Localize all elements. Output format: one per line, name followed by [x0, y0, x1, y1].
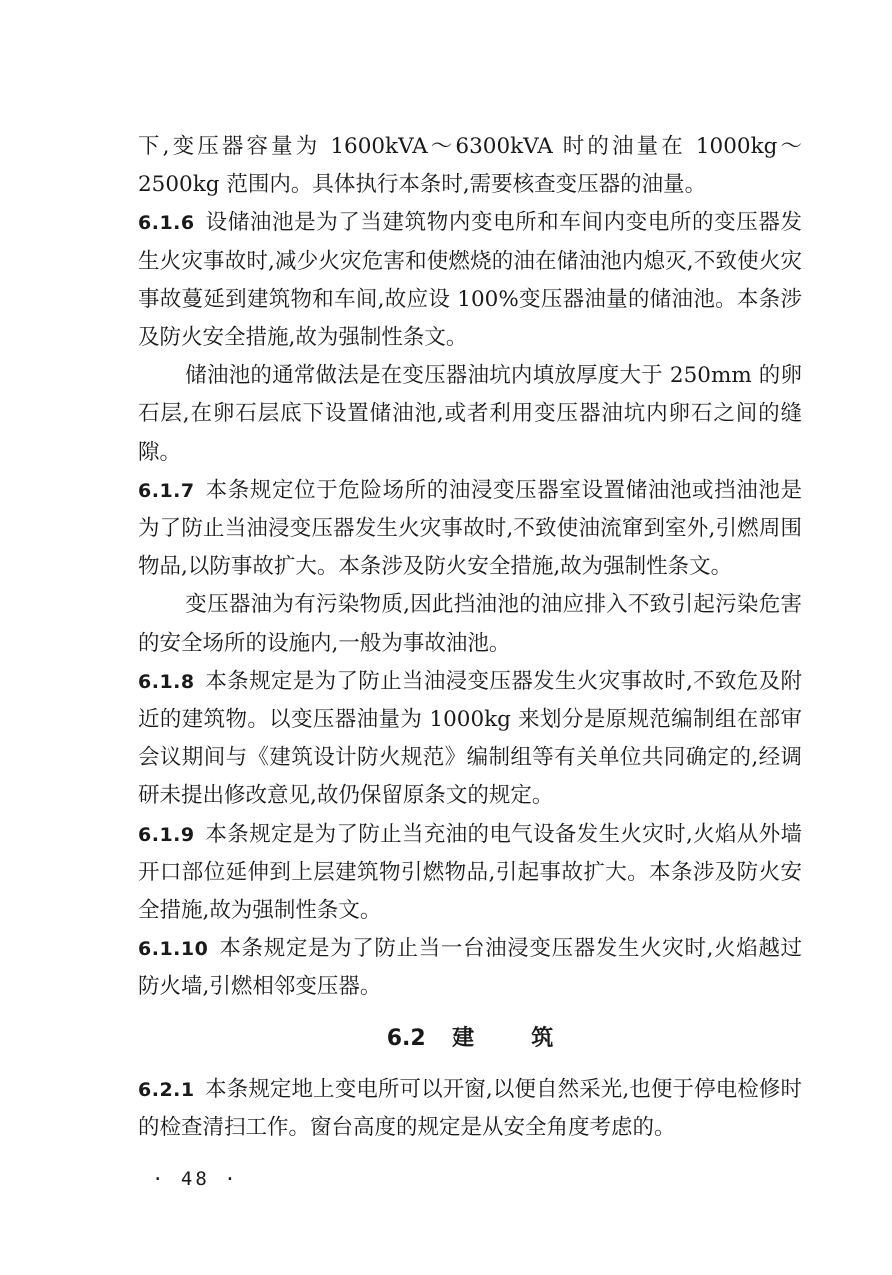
- page-number: · 48 ·: [152, 1168, 239, 1190]
- paragraph-text: 变压器油为有污染物质,因此挡油池的油应排入不致引起污染危害的安全场所的设施内,一般为事故油池。: [138, 592, 802, 656]
- paragraph-text: 储油池的通常做法是在变压器油坑内填放厚度大于 250mm 的卵石层,在卵石层底下设置储油池,或者利用变压器油坑内卵石之间的缝隙。: [138, 363, 802, 465]
- clause-6-1-9: [138, 816, 802, 931]
- clause-number: 6.1.8: [138, 670, 195, 693]
- clause-number: 6.1.10: [138, 938, 209, 961]
- paragraph: [138, 357, 802, 472]
- clause-number: 6.2.1: [138, 1078, 195, 1101]
- clause-6-1-8: [138, 663, 802, 816]
- clause-6-2-1: [138, 1071, 802, 1147]
- body-text: [138, 128, 802, 1147]
- paragraph: [138, 586, 802, 662]
- clause-6-1-7: [138, 472, 802, 587]
- clause-6-1-10: [138, 930, 802, 1006]
- clause-number: 6.1.7: [138, 479, 195, 502]
- clause-number: 6.1.9: [138, 823, 195, 846]
- clause-6-1-6: [138, 204, 802, 357]
- paragraph-text: 下,变压器容量为 1600kVA～6300kVA 时的油量在 1000kg～2500kg 范围内。具体执行本条时,需要核查变压器的油量。: [138, 134, 802, 198]
- section-title: 建筑: [452, 1025, 611, 1051]
- section-heading: [138, 1007, 802, 1071]
- clause-text: 本条规定位于危险场所的油浸变压器室设置储油池或挡油池是为了防止当油浸变压器发生火灾事故时,不致使油流窜到室外,引燃周围物品,以防事故扩大。本条涉及防火安全措施,故为强制性条文。: [138, 477, 802, 580]
- clause-number: 6.1.6: [138, 212, 195, 235]
- section-number: 6.2: [386, 1025, 426, 1051]
- clause-text: 本条规定是为了防止当充油的电气设备发生火灾时,火焰从外墙开口部位延伸到上层建筑物引燃物品,引起事故扩大。本条涉及防火安全措施,故为强制性条文。: [138, 821, 802, 924]
- clause-text: 本条规定地上变电所可以开窗,以便自然采光,也便于停电检修时的检查清扫工作。窗台高度的规定是从安全角度考虑的。: [138, 1076, 802, 1140]
- clause-text: 设储油池是为了当建筑物内变电所和车间内变电所的变压器发生火灾事故时,减少火灾危害和使燃烧的油在储油池内熄灭,不致使火灾事故蔓延到建筑物和车间,故应设 100%变压器油量的储油池。本条涉及防火安全措施,故为强制性条文。: [138, 210, 802, 351]
- clause-text: 本条规定是为了防止当油浸变压器发生火灾事故时,不致危及附近的建筑物。以变压器油量为 1000kg 来划分是原规范编制组在部审会议期间与《建筑设计防火规范》编制组等有关单位共同确定的,经调研未提出修改意见,故仍保留原条文的规定。: [138, 668, 802, 809]
- paragraph: [138, 128, 802, 204]
- clause-text: 本条规定是为了防止当一台油浸变压器发生火灾时,火焰越过防火墙,引燃相邻变压器。: [138, 936, 802, 1000]
